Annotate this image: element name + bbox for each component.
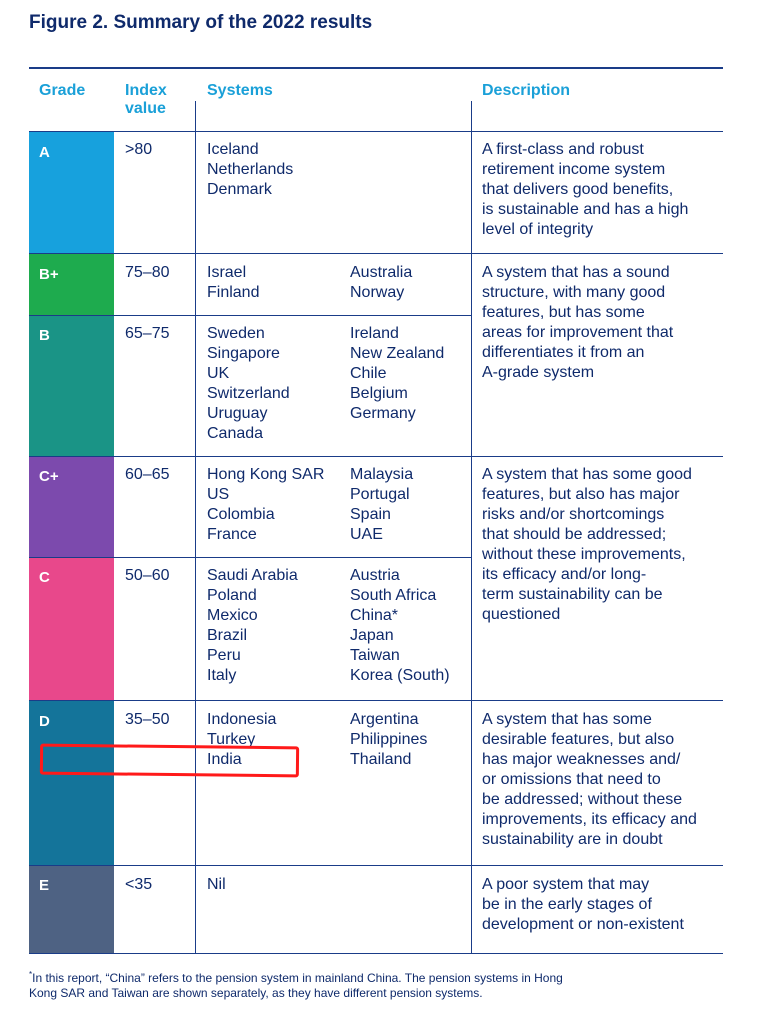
list-item: Australia [350, 264, 413, 281]
grade-label: D [39, 713, 50, 730]
highlight-annotation [40, 744, 299, 778]
list-item: UAE [350, 526, 383, 543]
list-item: questioned [482, 606, 561, 623]
list-item: Indonesia [207, 711, 277, 728]
list-item: Finland [207, 284, 260, 301]
list-item: without these improvements, [482, 546, 686, 563]
index-value: 60–65 [125, 466, 170, 483]
index-value: >80 [125, 141, 153, 158]
list-item: features, but has some [482, 304, 645, 321]
list-item: be in the early stages of [482, 896, 652, 913]
index-value: 50–60 [125, 567, 170, 584]
grade-label: E [39, 877, 50, 894]
systems-right-b-plus [350, 263, 412, 303]
header-description: Description [482, 82, 571, 99]
header-index-line1: Index [125, 82, 167, 99]
description-d [482, 710, 697, 850]
index-value: 35–50 [125, 711, 170, 728]
footnote-text: In this report, “China” refers to the pension system in mainland China. The pension systems in Hong Kong SAR and Taiwan are shown separately, as they have different pension systems. [29, 971, 563, 1000]
list-item: Sweden [207, 325, 265, 342]
list-item: Poland [207, 587, 257, 604]
systems-left-b-plus [207, 263, 259, 303]
list-item: Taiwan [350, 647, 400, 664]
grade-label: B+ [39, 266, 59, 283]
list-item: desirable features, but also [482, 731, 675, 748]
list-item: Switzerland [207, 385, 290, 402]
list-item: China* [350, 607, 399, 624]
list-item: Ireland [350, 325, 399, 342]
list-item: differentiates it from an [482, 344, 645, 361]
list-item: US [207, 486, 230, 503]
list-item: Norway [350, 284, 405, 301]
row-rule [29, 253, 723, 254]
list-item: retirement income system [482, 161, 666, 178]
list-item: that delivers good benefits, [482, 181, 674, 198]
list-item: has major weaknesses and/ [482, 751, 681, 768]
list-item: A-grade system [482, 364, 595, 381]
systems-left-c-plus [207, 465, 324, 545]
description-a [482, 140, 688, 240]
systems-left-e [207, 875, 226, 895]
description-e [482, 875, 684, 935]
list-item: A first-class and robust [482, 141, 644, 158]
list-item: Chile [350, 365, 387, 382]
list-item: Spain [350, 506, 391, 523]
header-rule [29, 131, 723, 132]
row-rule-partial [29, 557, 471, 558]
list-item: Argentina [350, 711, 419, 728]
list-item: UK [207, 365, 230, 382]
list-item: Thailand [350, 751, 412, 768]
list-item: Philippines [350, 731, 428, 748]
grade-label: C [39, 569, 50, 586]
list-item: Turkey [207, 731, 256, 748]
list-item: that should be addressed; [482, 526, 667, 543]
grade-label: B [39, 327, 50, 344]
list-item: A system that has some good [482, 466, 692, 483]
list-item: Saudi Arabia [207, 567, 298, 584]
list-item: Belgium [350, 385, 408, 402]
list-item: Peru [207, 647, 241, 664]
list-item: or omissions that need to [482, 771, 661, 788]
list-item: A system that has some [482, 711, 652, 728]
column-divider [195, 101, 196, 953]
row-rule [29, 456, 723, 457]
list-item: Singapore [207, 345, 280, 362]
list-item: Italy [207, 667, 237, 684]
list-item: be addressed; without these [482, 791, 683, 808]
list-item: Uruguay [207, 405, 268, 422]
grade-label: C+ [39, 468, 59, 485]
list-item: Israel [207, 264, 247, 281]
list-item: Portugal [350, 486, 410, 503]
header-grade: Grade [39, 82, 86, 99]
footnote-marker: * [29, 970, 33, 979]
list-item: features, but also has major [482, 486, 680, 503]
table-top-rule [29, 67, 723, 69]
list-item: Denmark [207, 181, 272, 198]
systems-right-d [350, 710, 427, 770]
list-item: Hong Kong SAR [207, 466, 325, 483]
grade-cell-d [29, 701, 114, 865]
grade-cell-a [29, 132, 114, 254]
systems-left-a [207, 140, 293, 200]
list-item: A poor system that may [482, 876, 650, 893]
row-rule [29, 865, 723, 866]
list-item: level of integrity [482, 221, 594, 238]
grade-label: A [39, 144, 50, 161]
index-value: 75–80 [125, 264, 170, 281]
column-divider [471, 101, 472, 953]
systems-right-c-plus [350, 465, 413, 545]
description-c [482, 465, 692, 625]
row-rule [29, 700, 723, 701]
list-item: is sustainable and has a high [482, 201, 689, 218]
list-item: Mexico [207, 607, 258, 624]
list-item: Malaysia [350, 466, 414, 483]
list-item: development or non-existent [482, 916, 684, 933]
list-item: areas for improvement that [482, 324, 674, 341]
grade-cell-c-plus [29, 456, 114, 557]
list-item: A system that has a sound [482, 264, 670, 281]
list-item: Austria [350, 567, 400, 584]
list-item: Korea (South) [350, 667, 450, 684]
list-item: South Africa [350, 587, 437, 604]
header-index-value [125, 82, 167, 118]
list-item: Colombia [207, 506, 275, 523]
list-item: Netherlands [207, 161, 294, 178]
description-b [482, 263, 673, 383]
systems-right-c [350, 566, 450, 686]
index-value: <35 [125, 876, 153, 893]
list-item: structure, with many good [482, 284, 666, 301]
list-item: Canada [207, 425, 264, 442]
grade-cell-b-plus [29, 254, 114, 315]
list-item: Iceland [207, 141, 259, 158]
systems-left-c [207, 566, 298, 686]
figure-title: Figure 2. Summary of the 2022 results [29, 12, 373, 33]
list-item: risks and/or shortcomings [482, 506, 665, 523]
list-item: term sustainability can be [482, 586, 663, 603]
list-item: sustainability are in doubt [482, 831, 663, 848]
list-item: Japan [350, 627, 394, 644]
list-item: Brazil [207, 627, 248, 644]
list-item: Germany [350, 405, 416, 422]
list-item: improvements, its efficacy and [482, 811, 697, 828]
row-rule-partial [29, 315, 471, 316]
list-item: its efficacy and/or long- [482, 566, 647, 583]
header-index-line2: value [125, 100, 166, 117]
table-bottom-rule [29, 953, 723, 954]
grade-cell-c [29, 557, 114, 701]
list-item: France [207, 526, 257, 543]
grade-cell-b [29, 315, 114, 456]
systems-right-b [350, 324, 444, 424]
grade-cell-e [29, 865, 114, 953]
header-systems: Systems [207, 82, 273, 99]
list-item: India [207, 751, 242, 768]
list-item: Nil [207, 876, 226, 893]
index-value: 65–75 [125, 325, 170, 342]
footnote [29, 967, 589, 1001]
list-item: New Zealand [350, 345, 445, 362]
systems-left-b [207, 324, 290, 444]
